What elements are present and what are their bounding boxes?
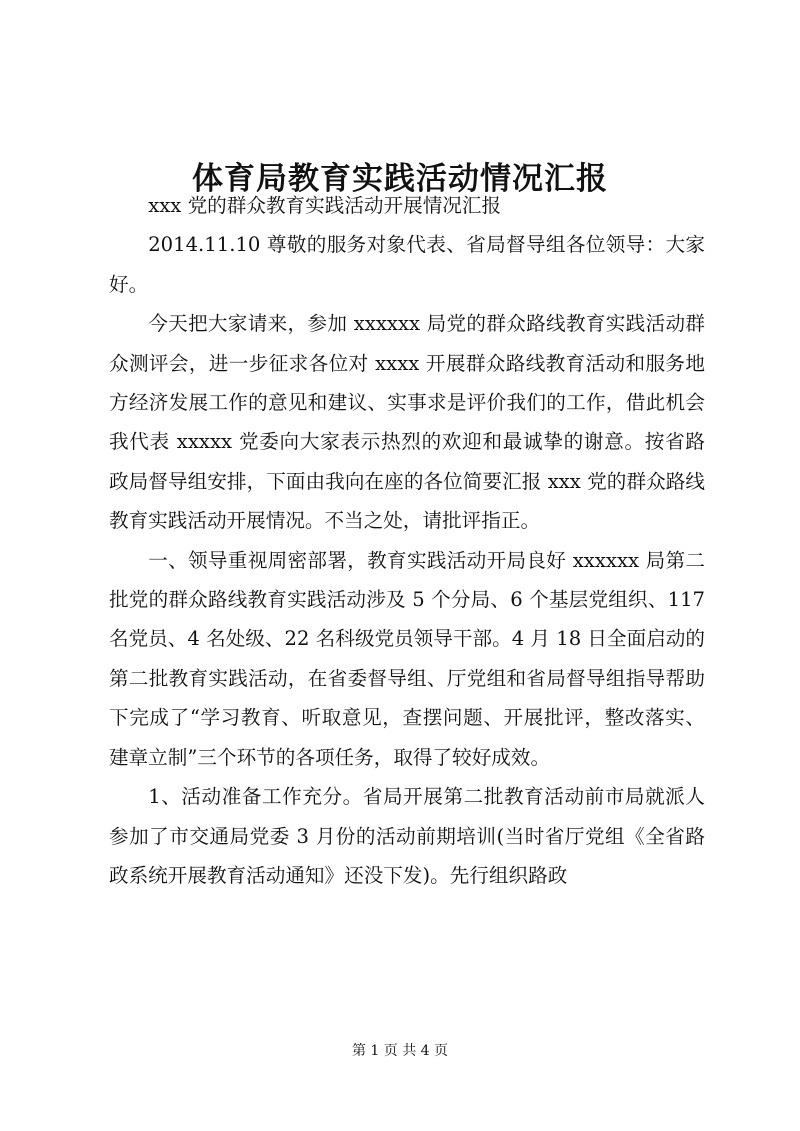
- section-one-paragraph: 一、领导重视周密部署，教育实践活动开局良好 xxxxxx 局第二批党的群众路线教育实践活动涉及 5 个分局、6 个基层党组织、117 名党员、4 名处级、22 名科级党员领导干部。4 月 18 日全面启动的第二批教育实践活动，在省委督导组、厅党组和省局督导组指导帮助下完成了“学习教育、听取意见，查摆问题、开展批评，整改落实、建章立制”三个环节的各项任务，取得了较好成效。: [109, 548, 705, 769]
- document-body: [109, 186, 705, 895]
- document-title: 体育局教育实践活动情况汇报: [192, 160, 608, 197]
- greeting-paragraph: 2014.11.10 尊敬的服务对象代表、省局督导组各位领导：大家好。: [109, 233, 705, 296]
- page-footer: 第 1 页 共 4 页: [351, 1043, 449, 1059]
- preparation-paragraph: 1、活动准备工作充分。省局开展第二批教育活动前市局就派人参加了市交通局党委 3 月份的活动前期培训(当时省厅党组《全省路政系统开展教育活动通知》还没下发)。先行组织路政: [109, 785, 705, 887]
- introduction-paragraph: 今天把大家请来，参加 xxxxxx 局党的群众路线教育实践活动群众测评会，进一步征求各位对 xxxx 开展群众路线教育活动和服务地方经济发展工作的意见和建议、实事求是评价我们的工作，借此机会我代表 xxxxx 党委向大家表示热烈的欢迎和最诚挚的谢意。按省路政局督导组安排，下面由我向在座的各位简要汇报 xxx 党的群众路线教育实践活动开展情况。不当之处，请批评指正。: [109, 312, 705, 533]
- document-subtitle-paragraph: xxx 党的群众教育实践活动开展情况汇报: [148, 194, 502, 217]
